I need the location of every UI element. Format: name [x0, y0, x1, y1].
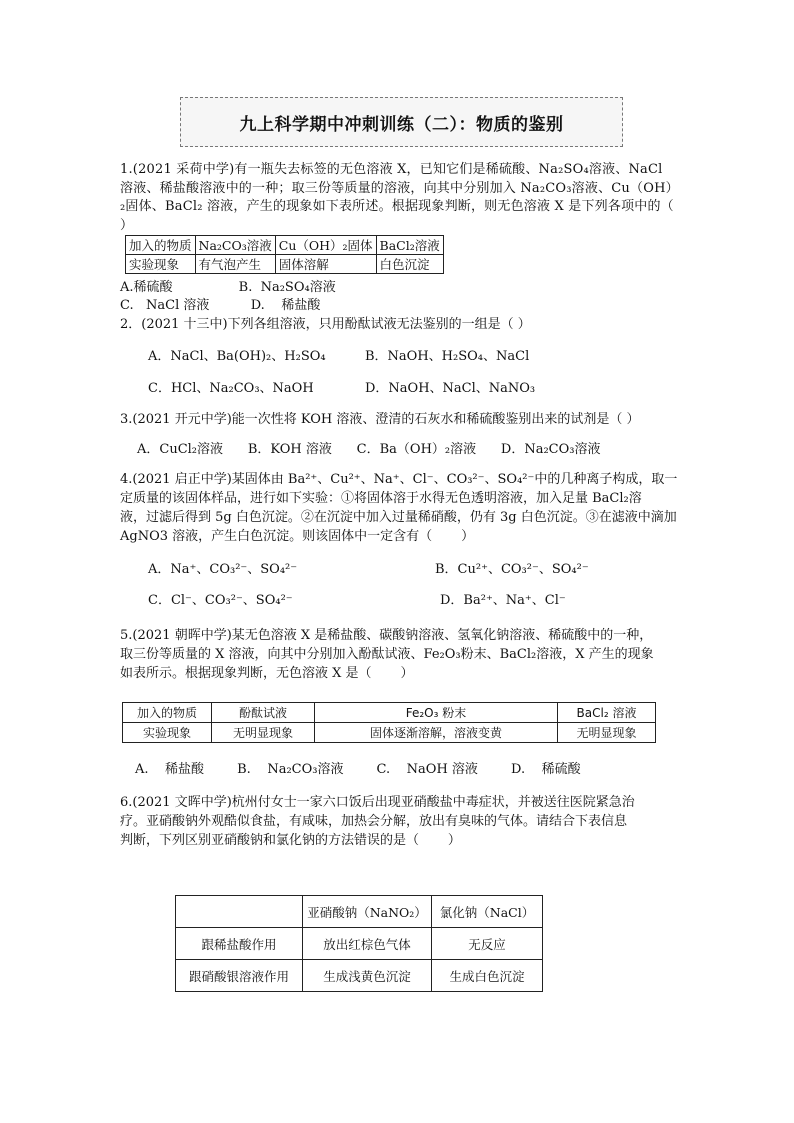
table-cell: 无明显现象 — [212, 723, 315, 743]
table-cell: BaCl₂ 溶液 — [558, 703, 656, 723]
table-cell: 酚酞试液 — [212, 703, 315, 723]
table-row — [126, 255, 444, 274]
table-row — [123, 723, 656, 743]
question-2-option-c: C．HCl、Na₂CO₃、NaOH — [148, 381, 314, 396]
question-4-line-4: AgNO3 溶液，产生白色沉淀。则该固体中一定含有（ ） — [120, 529, 475, 544]
question-1-options-ab: A.稀硫酸 B. Na₂SO₄溶液 — [120, 280, 336, 295]
table-row — [126, 236, 444, 255]
table-cell: Fe₂O₃ 粉末 — [315, 703, 558, 723]
question-1-stem: 1.(2021 采荷中学)有一瓶失去标签的无色溶液 X，已知它们是稀硫酸、Na₂SO₄溶液、NaCl 溶液、稀盐酸溶液中的一种；取三份等质量的溶液，向其中分别加入 Na₂CO₃溶液、Cu（OH）₂固体、BaCl₂ 溶液，产生的现象如下表所述。根据现象判断，则无色溶液 X 是下列各项中的（ ） — [120, 162, 679, 233]
table-cell: 亚硝酸钠（NaNO₂） — [303, 896, 432, 928]
table-cell: 无反应 — [432, 928, 543, 960]
table-cell: 生成白色沉淀 — [432, 960, 543, 992]
table-cell: 加入的物质 — [126, 236, 196, 255]
table-cell: 生成浅黄色沉淀 — [303, 960, 432, 992]
question-2-option-b: B．NaOH、H₂SO₄、NaCl — [365, 349, 530, 364]
table-cell: 固体溶解 — [275, 255, 376, 274]
title-box — [180, 97, 623, 147]
table-cell: 无明显现象 — [558, 723, 656, 743]
question-6-line-1: 6.(2021 文晖中学)杭州付女士一家六口饭后出现亚硝酸盐中毒症状，并被送往医院紧急治 — [120, 795, 635, 810]
question-3-options: A．CuCl₂溶液 B．KOH 溶液 C．Ba（OH）₂溶液 D．Na₂CO₃溶液 — [137, 442, 601, 457]
question-2-stem: 2．(2021 十三中)下列各组溶液，只用酚酞试液无法鉴别的一组是（ ） — [120, 317, 531, 332]
table-cell: 固体逐渐溶解，溶液变黄 — [315, 723, 558, 743]
page-title: 九上科学期中冲刺训练（二）：物质的鉴别 — [239, 114, 564, 135]
question-5-table — [122, 702, 656, 743]
table-cell: 实验现象 — [126, 255, 196, 274]
question-6-line-3: 判断，下列区别亚硝酸钠和氯化钠的方法错误的是（ ） — [120, 833, 461, 848]
question-3-stem: 3.(2021 开元中学)能一次性将 KOH 溶液、澄清的石灰水和稀硫酸鉴别出来的试剂是（ ） — [120, 412, 640, 427]
question-1-options-cd: C. NaCl 溶液 D. 稀盐酸 — [120, 298, 321, 313]
table-cell: 有气泡产生 — [195, 255, 275, 274]
question-6-table — [175, 895, 543, 992]
table-cell: 白色沉淀 — [376, 255, 443, 274]
table-row — [123, 703, 656, 723]
table-row — [176, 960, 543, 992]
table-cell: 实验现象 — [123, 723, 212, 743]
question-5-line-2: 取三份等质量的 X 溶液，向其中分别加入酚酞试液、Fe₂O₃粉末、BaCl₂溶液，X 产生的现象 — [120, 647, 654, 662]
question-5-options: A. 稀盐酸 B. Na₂CO₃溶液 C. NaOH 溶液 D. 稀硫酸 — [135, 762, 581, 777]
table-cell: 加入的物质 — [123, 703, 212, 723]
question-5-line-1: 5.(2021 朝晖中学)某无色溶液 X 是稀盐酸、碳酸钠溶液、氢氧化钠溶液、稀硫酸中的一种， — [120, 628, 653, 643]
table-cell: 跟硝酸银溶液作用 — [176, 960, 303, 992]
question-4-line-1: 4.(2021 启正中学)某固体由 Ba²⁺、Cu²⁺、Na⁺、Cl⁻、CO₃²⁻、SO₄²⁻中的几种离子构成，取一 — [120, 472, 678, 487]
question-4-line-2: 定质量的该固体样品，进行如下实验：①将固体溶于水得无色透明溶液，加入足量 BaCl₂溶 — [120, 491, 642, 506]
question-1-table — [125, 235, 444, 274]
question-6-line-2: 疗。亚硝酸钠外观酷似食盐，有咸味，加热会分解，放出有臭味的气体。请结合下表信息 — [120, 814, 628, 829]
question-5-line-3: 如表所示。根据现象判断，无色溶液 X 是（ ） — [120, 666, 414, 681]
table-cell: 氯化钠（NaCl） — [432, 896, 543, 928]
question-4-option-c: C．Cl⁻、CO₃²⁻、SO₄²⁻ — [148, 593, 293, 608]
table-row — [176, 928, 543, 960]
table-cell — [176, 896, 303, 928]
table-cell: Na₂CO₃溶液 — [195, 236, 275, 255]
question-2-option-a: A．NaCl、Ba(OH)₂、H₂SO₄ — [148, 349, 326, 364]
question-4-option-d: D．Ba²⁺、Na⁺、Cl⁻ — [440, 593, 566, 608]
table-cell: 放出红棕色气体 — [303, 928, 432, 960]
table-cell: Cu（OH）₂固体 — [275, 236, 376, 255]
question-4-option-a: A．Na⁺、CO₃²⁻、SO₄²⁻ — [148, 562, 298, 577]
table-cell: 跟稀盐酸作用 — [176, 928, 303, 960]
question-4-line-3: 液，过滤后得到 5g 白色沉淀。②在沉淀中加入过量稀硝酸，仍有 3g 白色沉淀。③在滤液中滴加 — [120, 510, 677, 525]
table-row — [176, 896, 543, 928]
table-cell: BaCl₂溶液 — [376, 236, 443, 255]
question-2-option-d: D．NaOH、NaCl、NaNO₃ — [365, 381, 536, 396]
question-4-option-b: B．Cu²⁺、CO₃²⁻、SO₄²⁻ — [435, 562, 589, 577]
